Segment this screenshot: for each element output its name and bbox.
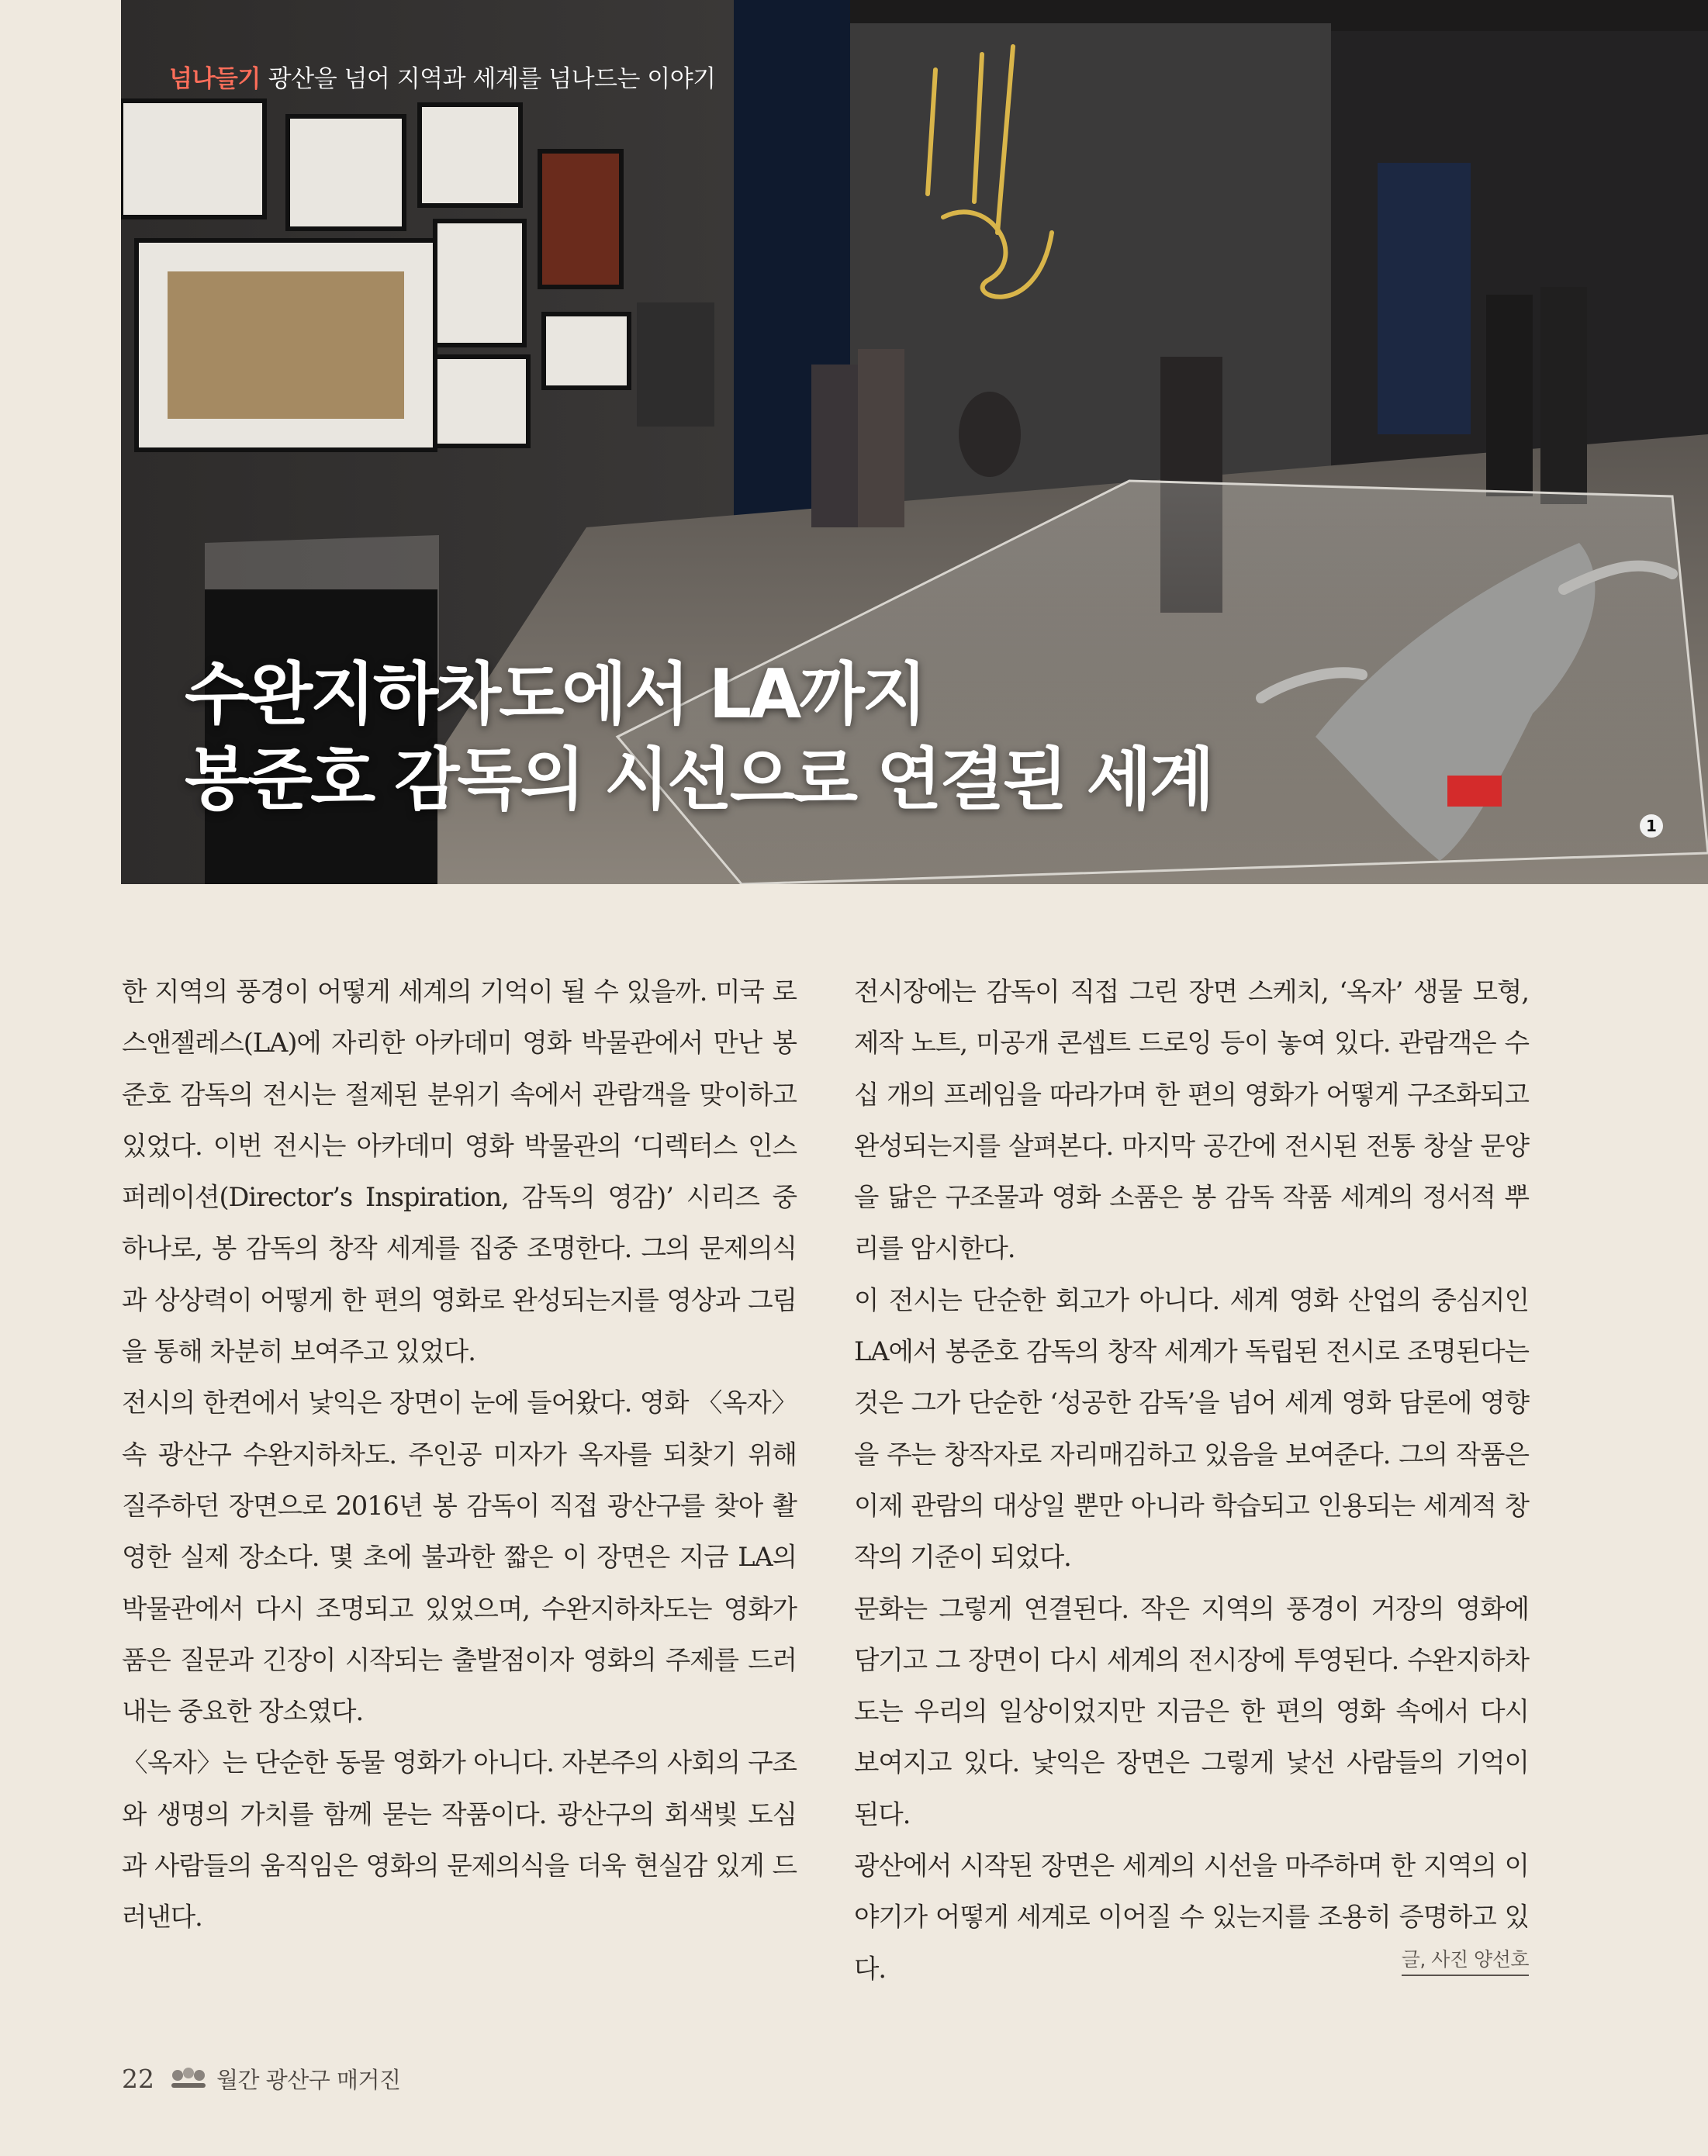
section-kicker [169,59,716,94]
magazine-name: 월간 광산구 매거진 [216,2067,401,2093]
article-column-right [854,966,1529,1995]
kicker-text: 광산을 넘어 지역과 세계를 넘나드는 이야기 [268,65,716,93]
headline-line-2: 봉준호 감독의 시선으로 연결된 세계 [185,740,1212,819]
page-footer [122,2063,401,2095]
article-paragraph: 전시의 한켠에서 낯익은 장면이 눈에 들어왔다. 영화 〈옥자〉 속 광산구 수완지하차도. 주인공 미자가 옥자를 되찾기 위해 질주하던 장면으로 2016년 봉 감독이 직접 광산구를 찾아 촬영한 실제 장소다. 몇 초에 불과한 짧은 이 장면은 지금 LA의 박물관에서 다시 조명되고 있었으며, 수완지하차도는 영화가 품은 질문과 긴장이 시작되는 출발점이자 영화의 주제를 드러내는 중요한 장소였다. [122,1387,797,1727]
article-paragraph: 이 전시는 단순한 회고가 아니다. 세계 영화 산업의 중심지인 LA에서 봉준호 감독의 창작 세계가 독립된 전시로 조명된다는 것은 그가 단순한 ‘성공한 감독’을 넘어 세계 영화 담론에 영향을 주는 창작자로 자리매김하고 있음을 보여준다. 그의 작품은 이제 관람의 대상일 뿐만 아니라 학습되고 인용되는 세계적 창작의 기준이 되었다. [854,1284,1529,1573]
headline-line-1: 수완지하차도에서 LA까지 [185,655,925,734]
article-paragraph: 전시장에는 감독이 직접 그린 장면 스케치, ‘옥자’ 생물 모형, 제작 노트, 미공개 콘셉트 드로잉 등이 놓여 있다. 관람객은 수십 개의 프레임을 따라가며 한 편의 영화가 어떻게 구조화되고 완성되는지를 살펴본다. 마지막 공간에 전시된 전통 창살 문양을 닮은 구조물과 영화 소품은 봉 감독 작품 세계의 정서적 뿌리를 암시한다. [854,976,1529,1264]
gwangsan-logo-icon [168,2066,209,2092]
article-paragraph: 문화는 그렇게 연결된다. 작은 지역의 풍경이 거장의 영화에 담기고 그 장면이 다시 세계의 전시장에 투영된다. 수완지하차도는 우리의 일상이었지만 지금은 한 편의 영화 속에서 다시 보여지고 있다. 낯익은 장면은 그렇게 낯선 사람들의 기억이 된다. [854,1593,1529,1829]
kicker-tag: 넘나들기 [169,65,261,93]
article-paragraph: 〈옥자〉는 단순한 동물 영화가 아니다. 자본주의 사회의 구조와 생명의 가치를 함께 묻는 작품이다. 광산구의 회색빛 도심과 사람들의 움직임은 영화의 문제의식을 더욱 현실감 있게 드러낸다. [122,1747,797,1933]
article-headline [185,651,1348,822]
page-number: 22 [122,2064,154,2094]
article-column-left [122,966,797,1944]
article-paragraph: 광산에서 시작된 장면은 세계의 시선을 마주하며 한 지역의 이야기가 어떻게 세계로 이어질 수 있는지를 조용히 증명하고 있다. [854,1850,1529,1984]
article-credit: 글, 사진 양선호 [1402,1947,1529,1976]
photo-number-badge: 1 [1640,814,1663,838]
article-paragraph: 한 지역의 풍경이 어떻게 세계의 기억이 될 수 있을까. 미국 로스앤젤레스(LA)에 자리한 아카데미 영화 박물관에서 만난 봉준호 감독의 전시는 절제된 분위기 속에서 관람객을 맞이하고 있었다. 이번 전시는 아카데미 영화 박물관의 ‘디렉터스 인스퍼레이션(Director’s Inspiration, 감독의 영감)’ 시리즈 중 하나로, 봉 감독의 창작 세계를 집중 조명한다. 그의 문제의식과 상상력이 어떻게 한 편의 영화로 완성되는지를 영상과 그림을 통해 차분히 보여주고 있었다. [122,976,797,1367]
hero-photo [121,0,1708,884]
